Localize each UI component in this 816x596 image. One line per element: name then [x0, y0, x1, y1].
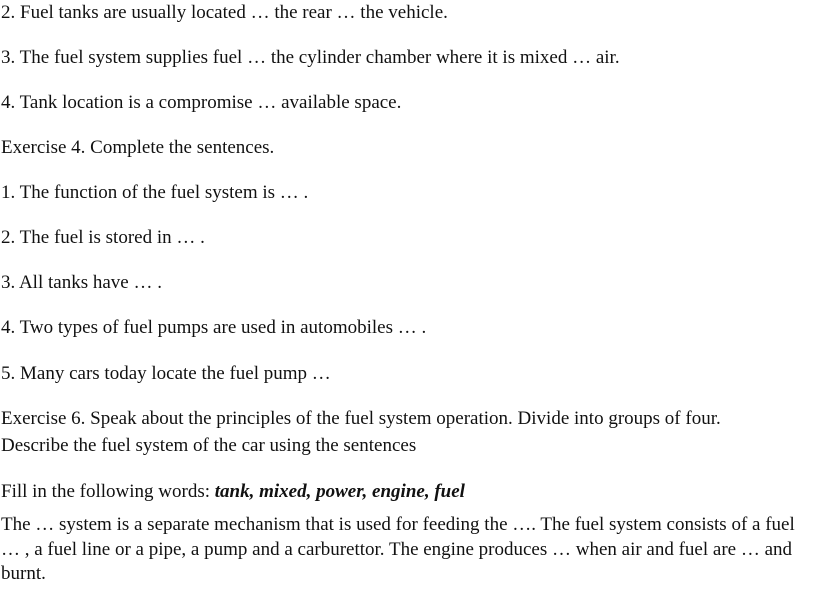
exercise3-item-3: 3. The fuel system supplies fuel … the cylinder chamber where it is mixed … air. — [1, 47, 620, 68]
exercise6-line-2: Describe the fuel system of the car using the sentences — [1, 435, 417, 456]
exercise4-item-1: 1. The function of the fuel system is … . — [1, 182, 309, 203]
exercise4-item-2: 2. The fuel is stored in … . — [1, 227, 205, 248]
fill-in-intro: Fill in the following words: — [1, 481, 215, 502]
exercise4-title: Exercise 4. Complete the sentences. — [1, 137, 275, 158]
fill-in-instruction — [1, 481, 465, 503]
exercise3-item-2: 2. Fuel tanks are usually located … the rear … the vehicle. — [1, 2, 448, 23]
exercise6-line-1: Exercise 6. Speak about the principles of the fuel system operation. Divide into groups of four. — [1, 408, 721, 429]
exercise3-item-4: 4. Tank location is a compromise … available space. — [1, 92, 402, 113]
fill-in-word-list: tank, mixed, power, engine, fuel — [214, 481, 465, 502]
exercise4-item-3: 3. All tanks have … . — [1, 272, 162, 293]
fill-in-paragraph: The … system is a separate mechanism that is used for feeding the …. The fuel system consists of a fuel … , a fuel line or a pipe, a pump and a carburettor. The engine produces … when air and fuel are … and burnt. — [1, 514, 795, 584]
exercise4-item-4: 4. Two types of fuel pumps are used in automobiles … . — [1, 317, 427, 338]
exercise4-item-5: 5. Many cars today locate the fuel pump … — [1, 363, 331, 384]
